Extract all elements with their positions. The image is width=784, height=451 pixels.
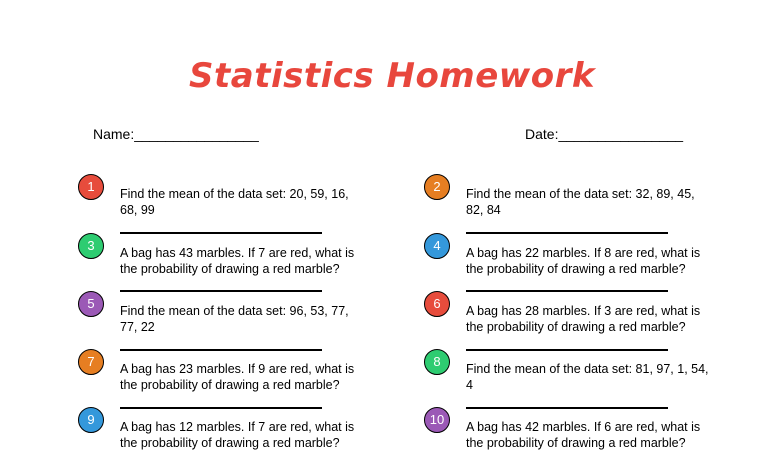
problem-text: Find the mean of the data set: 32, 89, 45, 82, 84 bbox=[466, 187, 695, 217]
problem-text: A bag has 12 marbles. If 7 are red, what is the probability of drawing a red marble? bbox=[120, 420, 355, 450]
problem-text: A bag has 22 marbles. If 8 are red, what is the probability of drawing a red marble? bbox=[466, 246, 701, 276]
name-field-label: Name:________________ bbox=[93, 126, 259, 142]
problem-5 bbox=[87, 296, 380, 335]
problem-8 bbox=[433, 354, 726, 393]
problem-2 bbox=[433, 179, 726, 218]
problem-text: Find the mean of the data set: 20, 59, 16, 68, 99 bbox=[120, 187, 349, 217]
problem-number-badge: 3 bbox=[78, 233, 104, 259]
problem-number-badge: 7 bbox=[78, 349, 104, 375]
problem-text: A bag has 23 marbles. If 9 are red, what is the probability of drawing a red marble? bbox=[120, 362, 355, 392]
problem-7 bbox=[87, 354, 380, 393]
problem-text: Find the mean of the data set: 81, 97, 1, 54, 4 bbox=[466, 362, 709, 392]
problem-text: Find the mean of the data set: 96, 53, 77, 77, 22 bbox=[120, 304, 349, 334]
answer-line bbox=[120, 232, 322, 234]
problem-number-badge: 4 bbox=[424, 233, 450, 259]
problem-1 bbox=[87, 179, 380, 218]
problem-4 bbox=[433, 238, 726, 277]
answer-line bbox=[120, 349, 322, 351]
answer-line bbox=[120, 290, 322, 292]
problem-10 bbox=[429, 412, 726, 451]
page-title: Statistics Homework bbox=[189, 56, 595, 96]
answer-line bbox=[466, 232, 668, 234]
problem-text: A bag has 28 marbles. If 3 are red, what is the probability of drawing a red marble? bbox=[466, 304, 701, 334]
answer-line bbox=[466, 407, 668, 409]
problem-number-badge: 9 bbox=[78, 407, 104, 433]
date-field-label: Date:________________ bbox=[525, 126, 684, 142]
problem-number-badge: 5 bbox=[78, 291, 104, 317]
problem-number-badge: 1 bbox=[78, 174, 104, 200]
problem-number-badge: 10 bbox=[424, 407, 450, 433]
problem-9 bbox=[87, 412, 380, 451]
answer-line bbox=[120, 407, 322, 409]
problem-text: A bag has 43 marbles. If 7 are red, what is the probability of drawing a red marble? bbox=[120, 246, 355, 276]
answer-line bbox=[466, 349, 668, 351]
problem-number-badge: 8 bbox=[424, 349, 450, 375]
problem-number-badge: 2 bbox=[424, 174, 450, 200]
problem-text: A bag has 42 marbles. If 6 are red, what is the probability of drawing a red marble? bbox=[466, 420, 701, 450]
problem-number-badge: 6 bbox=[424, 291, 450, 317]
answer-line bbox=[466, 290, 668, 292]
problem-6 bbox=[433, 296, 726, 335]
problem-3 bbox=[87, 238, 380, 277]
